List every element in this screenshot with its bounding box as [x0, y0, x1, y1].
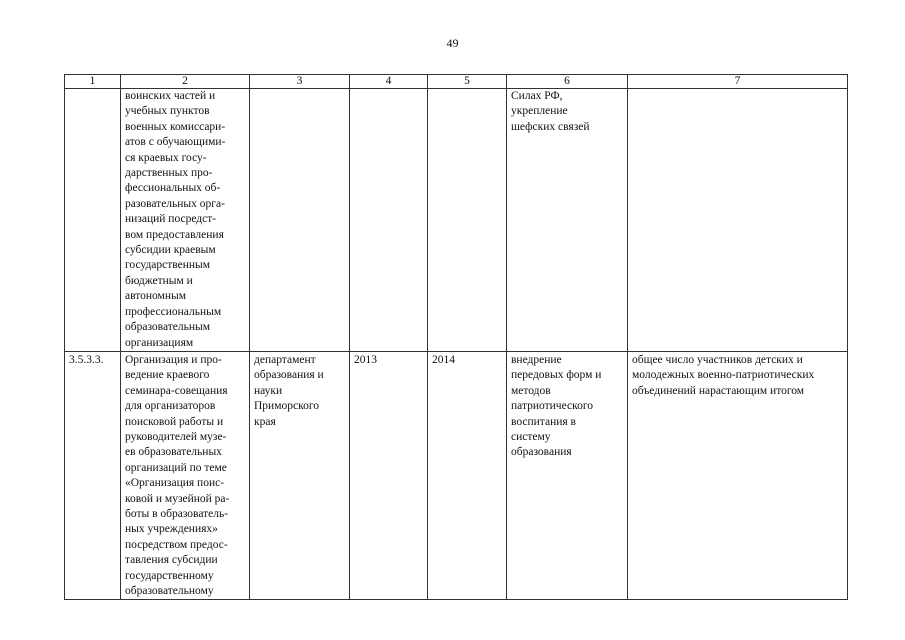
cell-text-line: дарственных про-: [125, 167, 213, 180]
start-year-cell: [350, 351, 428, 600]
event-name-cell: [121, 89, 250, 352]
cell-text-line: систему: [511, 430, 551, 443]
cell-text-line: 2013: [354, 353, 377, 366]
table-row: [65, 351, 848, 600]
cell-text-line: ковой и музейной ра-: [125, 492, 230, 505]
cell-text-line: шефских связей: [511, 120, 590, 133]
cell-text-line: тавления субсидии: [125, 554, 218, 567]
cell-text-line: передовых форм и: [511, 369, 602, 382]
cell-text-line: посредством предос-: [125, 538, 228, 551]
cell-text-line: разовательных орга-: [125, 197, 225, 210]
cell-text-line: образования и: [254, 369, 324, 382]
responsible-cell: [250, 351, 350, 600]
event-name-cell: [121, 351, 250, 600]
cell-text-line: образовательным: [125, 321, 211, 334]
cell-text-line: военных комиссари-: [125, 120, 226, 133]
start-year-cell: [350, 89, 428, 352]
cell-text-line: ев образовательных: [125, 446, 222, 459]
cell-text-line: образовательному: [125, 585, 214, 597]
cell-text-line: воинских частей и: [125, 90, 216, 102]
cell-text-line: молодежных военно-патриотических: [632, 369, 815, 382]
plan-table: [64, 74, 848, 600]
cell-text-line: государственным: [125, 259, 211, 272]
cell-text-line: Организация и про-: [125, 353, 222, 366]
cell-text-line: 3.5.3.3.: [69, 353, 104, 366]
item-number-cell: [65, 351, 121, 600]
cell-text-line: ведение краевого: [125, 369, 210, 382]
cell-text-line: общее число участников детских и: [632, 353, 803, 366]
cell-text-line: руководителей музе-: [125, 430, 227, 443]
column-header: 1: [65, 75, 121, 89]
cell-text-line: автономным: [125, 290, 186, 303]
responsible-cell: [250, 89, 350, 352]
indicator-cell: [628, 89, 848, 352]
cell-text-line: патриотического: [511, 400, 594, 413]
cell-text-line: организациям: [125, 336, 194, 349]
cell-text-line: профессиональным: [125, 305, 222, 318]
cell-text-line: ных учреждениях»: [125, 523, 218, 536]
cell-text-line: атов с обучающими-: [125, 136, 226, 149]
cell-text-line: субсидии краевым: [125, 244, 216, 257]
cell-text-line: департамент: [254, 353, 316, 366]
column-header: 6: [507, 75, 628, 89]
cell-text-line: внедрение: [511, 353, 562, 366]
cell-text-line: Силах РФ,: [511, 90, 563, 102]
column-header: 5: [428, 75, 507, 89]
column-header: 3: [250, 75, 350, 89]
cell-text-line: бюджетным и: [125, 274, 193, 287]
cell-text-line: «Организация поис-: [125, 477, 225, 490]
cell-text-line: науки: [254, 384, 283, 397]
cell-text-line: государственному: [125, 569, 214, 582]
cell-text-line: края: [254, 415, 276, 428]
cell-text-line: ся краевых госу-: [125, 151, 207, 164]
table-header-row: [65, 75, 848, 89]
cell-text-line: фессиональных об-: [125, 182, 221, 195]
column-header: 4: [350, 75, 428, 89]
page-number: 49: [446, 36, 459, 50]
cell-text-line: воспитания в: [511, 415, 576, 428]
cell-text-line: объединений нарастающим итогом: [632, 384, 805, 397]
cell-text-line: боты в образователь-: [125, 507, 229, 520]
cell-text-line: семинара-совещания: [125, 384, 228, 397]
column-header: 2: [121, 75, 250, 89]
expected-result-cell: [507, 89, 628, 352]
item-number-cell: [65, 89, 121, 352]
cell-text-line: 2014: [432, 353, 455, 366]
cell-text-line: образования: [511, 446, 572, 459]
expected-result-cell: [507, 351, 628, 600]
cell-text-line: методов: [511, 384, 551, 397]
column-header: 7: [628, 75, 848, 89]
cell-text-line: организаций по теме: [125, 461, 227, 474]
end-year-cell: [428, 89, 507, 352]
cell-text-line: Приморского: [254, 400, 320, 413]
cell-text-line: низаций посредст-: [125, 213, 217, 226]
cell-text-line: для организаторов: [125, 400, 216, 413]
cell-text-line: вом предоставления: [125, 228, 224, 241]
end-year-cell: [428, 351, 507, 600]
cell-text-line: поисковой работы и: [125, 415, 224, 428]
indicator-cell: [628, 351, 848, 600]
cell-text-line: укрепление: [511, 105, 568, 118]
cell-text-line: учебных пунктов: [125, 105, 210, 118]
table-row: [65, 89, 848, 352]
